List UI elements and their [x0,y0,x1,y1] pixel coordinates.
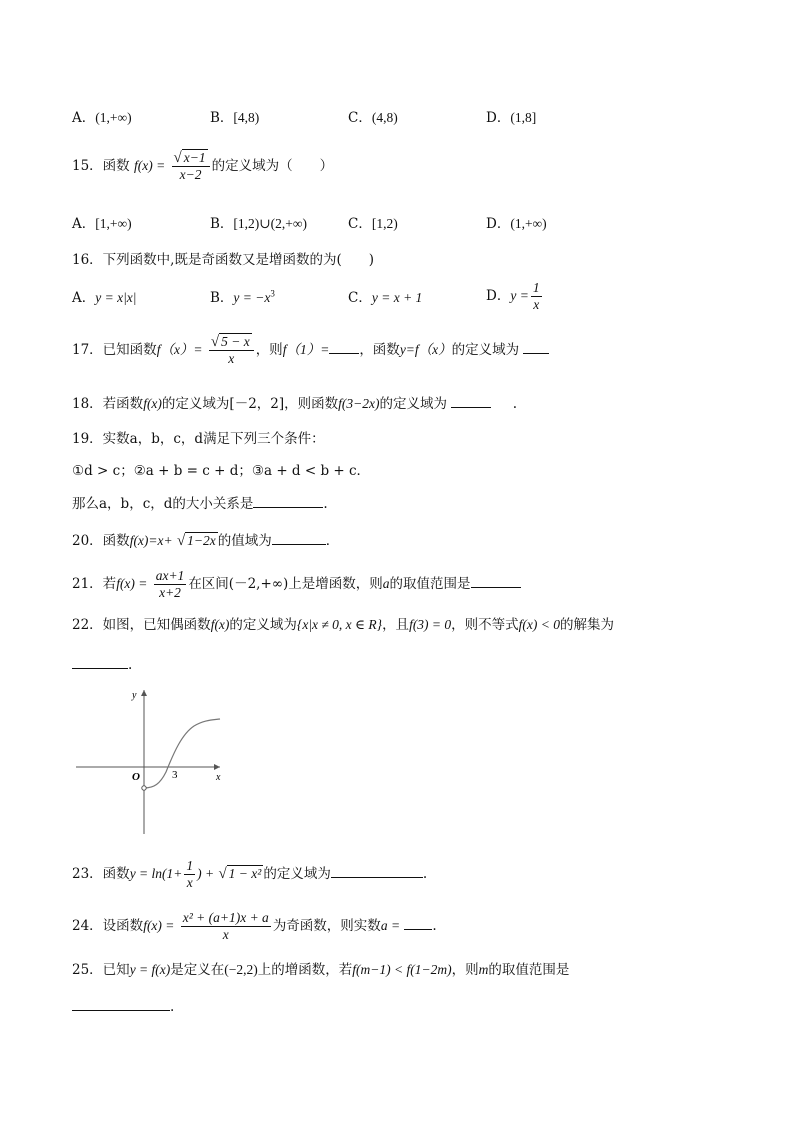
y-label: y [132,690,137,701]
blank [272,530,326,545]
q14-option-a: A．(1,+∞) [72,110,132,126]
q14-option-d: D．(1,8] [486,110,537,126]
question-25: 25．已知y = f(x)是定义在(−2,2)上的增函数，若f(m−1) < f(1−2m)，则m的取值范围是 [72,962,570,978]
q15-option-c: C．[1,2) [348,216,398,232]
blank [523,339,549,354]
question-20: 20．函数f(x)=x+ √ 1−2x 的值域为 ． [72,530,339,551]
question-25-answer: . [72,996,174,1017]
y-axis-arrow [141,690,147,696]
blank [253,493,323,508]
q14-option-c: C．(4,8) [348,110,398,126]
question-21: 21．若f(x) = $\frac{ax+1}{x+2}$ 在区间(－2,+∞)上是增函数，则a的取值范围是 [72,568,521,601]
blank [451,393,491,408]
q15-option-b: B．[1,2)∪(2,+∞) [210,216,307,232]
question-18: 18．若函数f(x)的定义域为[－2，2]，则函数f(3−2x)的定义域为 . [72,393,517,414]
question-24: 24．设函数f(x) = $\frac{\text{x² + (a+1)x + a}}{x}$ 为奇函数，则实数a = . [72,910,437,942]
question-19-prompt: 那么a，b，c，d的大小关系是 . [72,493,328,514]
question-19-conditions: ①d > c；②a + b = c + d；③a + d < b + c． [72,463,371,479]
blank [72,996,170,1011]
blank [471,573,521,588]
q15-fraction: $\frac{√ x-1}{x-2}$ [172,150,210,183]
question-17: 17．已知函数f（x）= $\frac{√ 5 - x}{x}$ ，则f（1）= ，函数y=f（x）的定义域为 [72,334,549,367]
blank [404,915,432,930]
q16-option-a: A．y = x|x| [72,290,137,306]
q16-option-d: D．y = $\frac{1}{x}$ [486,280,540,312]
x-label: x [216,772,221,783]
origin-label: O [132,771,140,783]
q16-option-b: B．$y = -x^3$ [210,288,275,306]
blank [329,339,359,354]
x-axis-arrow [214,764,220,770]
q16-option-c: C．y = x + 1 [348,290,423,306]
blank [331,863,423,878]
curve [144,719,220,788]
question-23: 23．函数y = ln(1+ $\frac{1}{x}$ ) + √ 1 − x² 的定义域为 . [72,858,428,890]
question-22-answer: . [72,654,132,675]
q15-option-d: D．(1,+∞) [486,216,547,232]
tick-3-label: 3 [172,769,178,781]
blank [72,654,128,669]
question-16: 16．下列函数中,既是奇函数又是增函数的为( ) [72,252,375,268]
q15-option-a: A．[1,+∞) [72,216,132,232]
question-19: 19．实数a，b，c，d满足下列三个条件： [72,431,325,447]
question-15: 15．函数 f(x) = $\frac{√ x-1}{x-2}$ 的定义域为（ ） [72,150,334,182]
function-graph [70,684,230,839]
open-point [142,786,146,790]
question-22: 22．如图，已知偶函数f(x)的定义域为{x|x ≠ 0, x ∈ R}，且f(3) = 0，则不等式f(x) < 0的解集为 [72,617,615,633]
q14-option-b: B．[4,8) [210,110,260,126]
